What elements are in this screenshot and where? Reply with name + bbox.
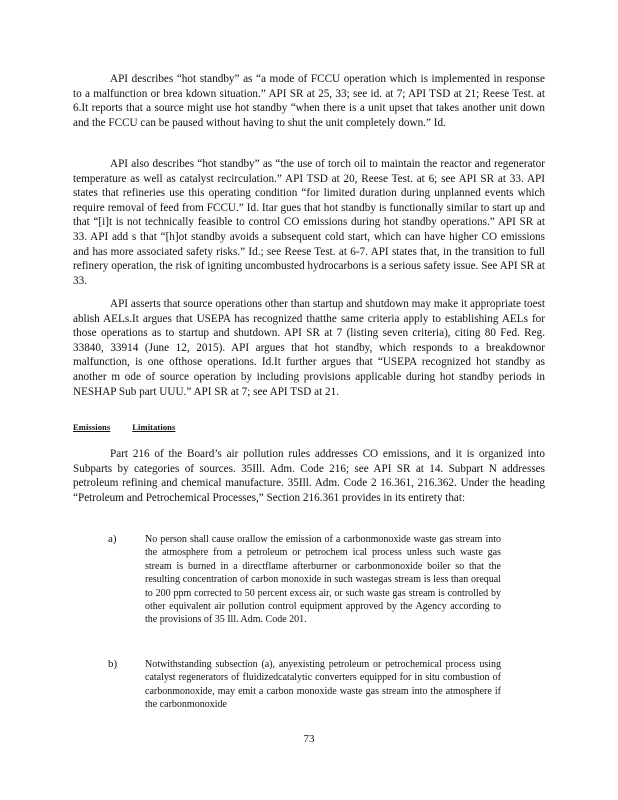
item-text: No person shall cause orallow the emission of a carbonmonoxide waste gas stream into the atmosphere from a petroleum or petrochem ical process unless such waste gas stream is burned in a directflame afterburner or carbonmonoxide boiler so that the resulting concentration of carbon monoxide in such wastegas stream is less than orequal to 200 ppm corrected to 50 percent excess air, or such waste gas stream is controlled by other equivalent air pollution control equipment approved by the Agency according to the provisions of 35 Ill. Adm. Code 201. (145, 534, 501, 626)
paragraph-api-assertions: API asserts that source operations other than startup and shutdown may make it appropriate toest ablish AELs.It argues that USEPA has recognized thatthe same criteria apply to establishing AELs for those operations as to startup and shutdown. API SR at 7 (listing seven criteria), citing 80 Fed. Reg. 33840, 33914 (June 12, 2015). API argues that hot standby, which responds to a breakdownor malfunction, is one ofthose operations. Id.It further argues that “USEPA recognized hot standby as another m ode of source operation by including provisions applicable during hot standby periods in NESHAP Sub part UUU.” API SR at 7; see API TSD at 21. (73, 298, 545, 398)
paragraph-hot-standby-definition: API describes “hot standby” as “a mode of FCCU operation which is implemented in response to a malfunction or brea kdown situation.” API SR at 25, 33; see id. at 7; API TSD at 21; Reese Test. at 6.It reports that a source might use hot standby “when there is a unit upset that takes another unit down and the FCCU can be paused without having to shut the unit completely down.” Id. (73, 73, 545, 129)
item-label: a) (108, 533, 117, 545)
heading-word-emissions: Emissions (73, 422, 111, 432)
paragraph-part-216: Part 216 of the Board’s air pollution rules addresses CO emissions, and it is organized into Subparts by categories of sources. 35Ill. Adm. Code 216; see API SR at 14. Subpart N addresses petroleum refining and chemical manufacture. 35Ill. Adm. Code 2 16.361, 216.362. Under the heading “Petroleum and Petrochemical Processes,” Section 216.361 provides in its entirety that: (73, 448, 545, 504)
item-text: Notwithstanding subsection (a), anyexisting petroleum or petrochemical process using catalyst regenerators of fluidizedcatalytic converters equipped for in situ combustion of carbonmonoxide, may emit a carbon monoxide waste gas stream into the atmosphere if the carbonmonoxide (145, 659, 501, 711)
item-label: b) (108, 658, 118, 670)
section-heading (73, 422, 197, 432)
page-number: 73 (303, 733, 315, 745)
paragraph-hot-standby-torch-oil: API also describes “hot standby” as “the use of torch oil to maintain the reactor and regenerator temperature as well as catalyst recirculation.” API TSD at 20, Reese Test. at 6; see API SR at 33. API states that refineries use this operating condition “for limited duration during unplanned events which require removal of feed from FCCU.” Id. Itar gues that hot standby is functionally similar to start up and that “[i]t is not technically feasible to control CO emissions during hot standby operations.” API SR at 33. API add s that “[h]ot standby avoids a subsequent cold start, which can have higher CO emissions and has more associated safety risks.” Id.; see Reese Test. at 6-7. API states that, in the transition to full refinery operation, the risk of igniting uncombusted hydrocarbons is a serious safety issue. See API SR at 33. (73, 158, 545, 287)
heading-word-limitations: Limitations (132, 422, 176, 432)
